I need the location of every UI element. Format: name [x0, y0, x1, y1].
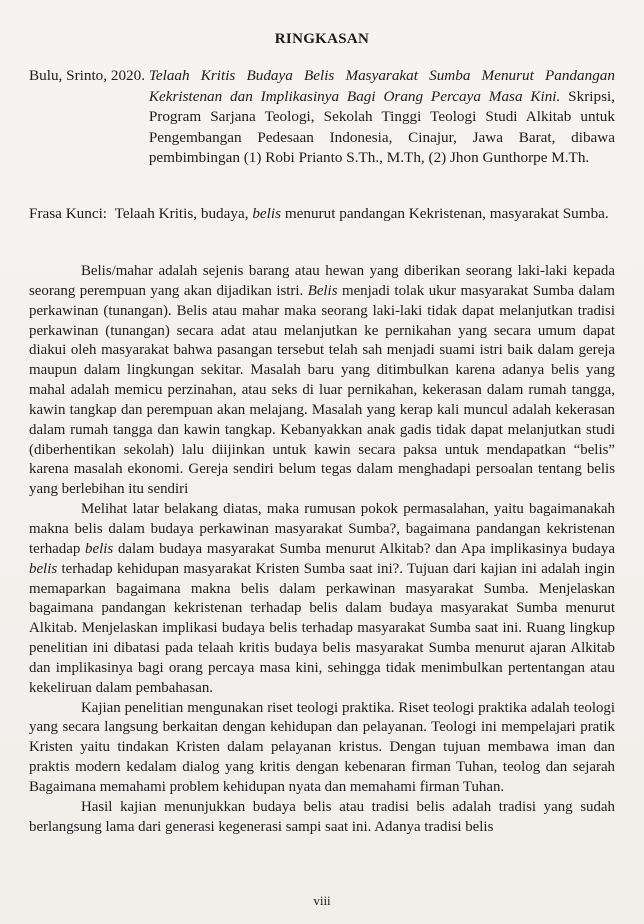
- page-title: RINGKASAN: [274, 31, 370, 47]
- paragraph-2-text-a: Melihat latar belakang diatas, maka rumusan pokok permasalahan, yaitu bagaimanakah makna belis dalam budaya perkawinan masyarakat Sumba?, bagaimana pandangan kekristenan terhadap: [29, 501, 615, 557]
- keywords-part2: menurut pandangan Kekristenan, masyarakat Sumba.: [284, 205, 609, 222]
- paragraph-1-italic: Belis: [307, 282, 338, 299]
- paragraph-2-text-c: terhadap kehidupan masyarakat Kristen Sumba saat ini?. Tujuan dari kajian ini adalah ingin memaparkan bagaimana makna belis dalam perkawinan masyarakat Sumba. Menjelaskan bagaimana pandangan kekristenan terhadap belis dalam budaya masyarakat Sumba menurut Alkitab. Menjelaskan implikasi budaya belis terhadap masyarakat Sumba saat ini. Ruang lingkup penelitian ini dibatasi pada telaah kritis budaya belis masyarakat Sumba menurut ajaran Alkitab dan implikasinya bagi orang percaya masa kini, sehingga tidak menimbulkan pertentangan atau kekeliruan dalam pembahasan.: [29, 560, 616, 696]
- citation-author: Bulu, Srinto, 2020.: [29, 67, 146, 84]
- keywords-text: [115, 204, 615, 225]
- page-number: viii: [313, 893, 331, 908]
- paragraph-1-text-a: Belis/mahar adalah sejenis barang atau hewan yang diberikan seorang laki-laki kepada seorang perempuan yang akan dijadikan istri.: [29, 263, 615, 299]
- paragraph-2: [29, 500, 615, 698]
- paragraph-1-text-b: menjadi tolak ukur masyarakat Sumba dalam perkawinan (tunangan). Belis atau mahar maka seorang laki-laki tidak dapat melanjutkan tradisi perkawinan (tunangan) secara adat atau melanjutkan ke pernikahan yang secara umum dapat diakui oleh masyarakat bahwa pasangan tersebut telah sah menjadi suami istri baik dalam gereja maupun dalam lingkungan sekitar. Masalah baru yang ditimbulkan karena adanya belis yang mahal adalah memicu perzinahan, atau seks di luar pernikahan, kekerasan dalam rumah tangga, kawin tangkap dan perempuan akan melajang. Masalah yang kerap kali muncul adalah kekerasan dalam rumah tangga dan kawin tangkap. Kebanyakkan anak gadis tidak dapat melanjutkan studi (diberhentikan sekolah) lalu diijinkan untuk kawin secara paksa untuk mendapatkan “belis” karena masalah ekonomi. Gereja sendiri belum tegas dalam menghadapi persoalan tentang belis yang berlebihan itu sendiri: [29, 282, 615, 498]
- citation-details: Skripsi, Program Sarjana Teologi, Sekolah Tinggi Teologi Studi Alkitab untuk Pengembangan Pedesaan Indonesia, Cinajur, Jawa Barat, dibawa pembimbingan (1) Robi Prianto S.Th., M.Th, (2) Jhon Gunthorpe M.Th.: [148, 87, 615, 167]
- paragraph-3: Kajian penelitian mengunakan riset teologi praktika. Riset teologi praktika adalah teologi yang secara langsung berkaitan dengan kehidupan dan pelayanan. Teologi ini mempelajari pratik Kristen yaitu tindakan Kristen dalam pelayanan kristus. Dengan tujuan membawa iman dan praktis modern kedalam dialog yang kritis dengan kebenaran firman Tuhan, teolog dan sejarah Bagaimana memahami problem kehidupan nyata dan memahami firman Tuhan.: [29, 699, 615, 795]
- paragraph-2-text-b: dalam budaya masyarakat Sumba menurut Alkitab? dan Apa implikasinya budaya: [117, 540, 615, 557]
- keywords-block: [29, 204, 615, 225]
- citation-body: [149, 66, 615, 169]
- paragraph-1: [29, 262, 615, 500]
- keywords-label: Frasa Kunci:: [29, 205, 108, 222]
- paragraph-2-italic-a: belis: [85, 540, 114, 557]
- keywords-part1: Telaah Kritis, budaya,: [114, 205, 249, 222]
- paragraph-2-italic-b: belis: [29, 560, 58, 577]
- keywords-italic: belis: [252, 205, 282, 222]
- citation-block: [29, 66, 615, 169]
- summary-body: [29, 262, 615, 837]
- paragraph-4: Hasil kajian menunjukkan budaya belis atau tradisi belis adalah tradisi yang sudah berlangsung lama dari generasi kegenerasi sampi saat ini. Adanya tradisi belis: [29, 798, 615, 835]
- citation-title: Telaah Kritis Budaya Belis Masyarakat Sumba Menurut Pandangan Kekristenan dan Implikasinya Bagi Orang Percaya Masa Kini.: [148, 67, 615, 105]
